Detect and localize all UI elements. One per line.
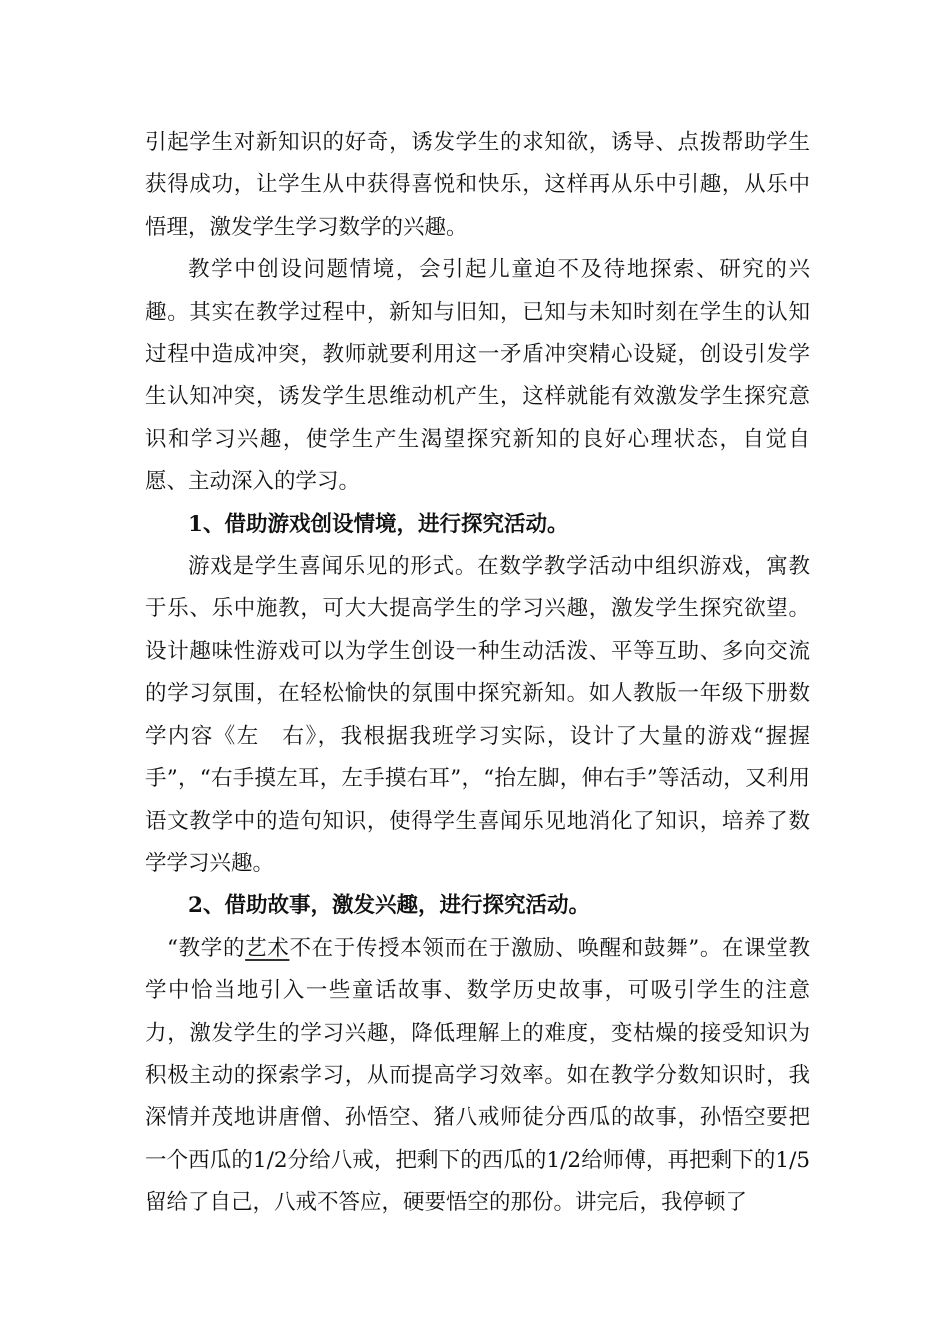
- paragraph-games: 游戏是学生喜闻乐见的形式。在数学教学活动中组织游戏，寓教于乐、乐中施教，可大大提高学生的学习兴趣，激发学生探究欲望。设计趣味性游戏可以为学生创设一种生动活泼、平等互助、多向交流的学习氛围，在轻松愉快的氛围中探究新知。如人教版一年级下册数学内容《左 右》，我根据我班学习实际，设计了大量的游戏“握握手”，“右手摸左耳，左手摸右耳”，“抬左脚，伸右手”等活动，又利用语文教学中的造句知识，使得学生喜闻乐见地消化了知识，培养了数学学习兴趣。: [145, 554, 810, 876]
- paragraph-problem-situation: 教学中创设问题情境，会引起儿童迫不及待地探索、研究的兴趣。其实在教学过程中，新知与旧知，已知与未知时刻在学生的认知过程中造成冲突，教师就要利用这一矛盾冲突精心设疑，创设引发学生认知冲突，诱发学生思维动机产生，这样就能有效激发学生探究意识和学习兴趣，使学生产生渴望探究新知的良好心理状态，自觉自愿、主动深入的学习。: [145, 257, 810, 495]
- paragraph-stories: [145, 928, 810, 1225]
- story-quote-start: “教学的: [167, 935, 246, 961]
- heading-games: 1、借助游戏创设情境，进行探究活动。: [188, 511, 569, 537]
- heading-stories: 2、借助故事，激发兴趣，进行探究活动。: [188, 893, 590, 919]
- art-link[interactable]: 艺术: [245, 935, 290, 961]
- story-text: 不在于传授本领而在于激励、唤醒和鼓舞”。在课堂教学中恰当地引入一些童话故事、数学历史故事，可吸引学生的注意力，激发学生的学习兴趣，降低理解上的难度，变枯燥的接受知识为积极主动的探索学习，从而提高学习效率。如在教学分数知识时，我深情并茂地讲唐僧、孙悟空、猪八戒师徒分西瓜的故事，孙悟空要把一个西瓜的1/2分给八戒，把剩下的西瓜的1/2给师傅，再把剩下的1/5留给了自己，八戒不答应，硬要悟空的那份。讲完后，我停顿了: [145, 935, 810, 1216]
- document-body: [145, 122, 810, 1225]
- paragraph-curiosity: 引起学生对新知识的好奇，诱发学生的求知欲，诱导、点拨帮助学生获得成功，让学生从中获得喜悦和快乐，这样再从乐中引趣，从乐中悟理，激发学生学习数学的兴趣。: [145, 130, 810, 240]
